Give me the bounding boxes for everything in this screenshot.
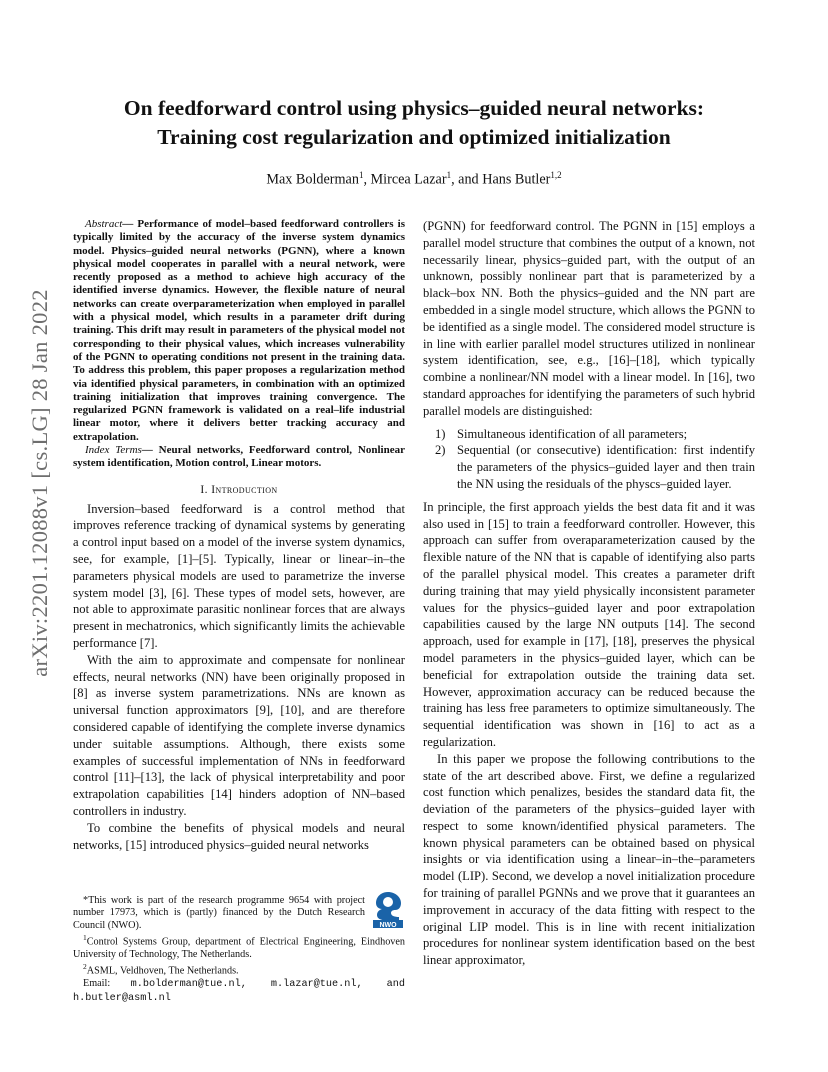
list-item-text: Simultaneous identification of all parameters; [457,426,688,441]
body-paragraph: Inversion–based feedforward is a control method that improves reference tracking of dynamical systems by generating a control input based on a model of the inverse system dynamics, see, for example, [1]–[5]. Typically, linear or linear–in–the parameters physical models are used to parametrize the inverse system model [3], [6]. These types of model sets, however, are not able to approximate parasitic nonlinear forces that are always present in mechatronics, which significantly limits the achievable performance [7]. [73,501,405,651]
abstract-text: Performance of model–based feedforward controllers is typically limited by the accuracy of the inverse system dynamics model. Physics–guided neural networks (PGNN), where a known physical model cooperates in parallel with a neural network, were recently proposed as a method to achieve high accuracy of the identified inverse dynamics. However, the flexible nature of neural networks can create overparameterization when employed in parallel with a physical model, which results in a parameter drift during training. This drift may result in parameters of the physical model not corresponding to their physical values, which increases vulnerability of the PGNN to operating conditions not present in the training data. To address this problem, this paper proposes a regularization method via identified physical parameters, in combination with an optimized training initialization that improves training convergence. The regularized PGNN framework is validated on a real–life industrial linear motor, where it delivers better tracking accuracy and extrapolation. [73,218,406,443]
affiliation-footnote [73,961,405,978]
author-name: Mircea Lazar [370,171,447,188]
abstract-dash: — [122,218,138,230]
author-list [60,170,768,189]
right-column [423,218,755,969]
section-title: Introduction [211,483,278,496]
arxiv-watermark [18,290,62,675]
index-terms-dash: — [141,444,159,457]
list-item [423,442,755,492]
title-line-1: On feedforward control using physics–guided neural networks: [123,96,705,120]
email-label: Email: [83,978,131,990]
author-separator: , and [451,171,483,188]
author-separator: , [363,171,371,188]
body-paragraph: To combine the benefits of physical models and neural networks, [15] introduced physics–guided neural networks [73,820,405,852]
list-item-text: Sequential (or consecutive) identification: first indentify the parameters of the physics–guided layer and then train the NN using the residuals of the physcs–guided layer. [457,443,755,491]
footnote-mark: 1 [83,933,87,943]
body-paragraph: In principle, the first approach yields the best data fit and it was also used in [15] to train a feedforward controller. However, this approach can suffer from overaparameterization caused by the flexible nature of the NN that is capable of identifying also parts of the parallel physical model. This creates a parameter drift during training that may yield physically inconsistent parameter values for the physics–guided layer and poor extrapolation capabilities caused by the large NN outputs [14]. The second approach, used for example in [17], [18], preserves the physical model parameters in the physics–guided layer, which can be beneficial for extrapolation outside the training data set. However, approximation accuracy can be reduced because the training has less free parameters to optimize simultaneously. The sequential identification was shown in [16] to act as a regularization. [423,499,755,749]
affiliation-mark: 1 [446,170,452,180]
footnote-text: Control Systems Group, department of Electrical Engineering, Eindhoven University of Technology, The Netherlands. [73,936,405,961]
title-line-2: Training cost regularization and optimized initialization [157,125,671,149]
list-item [423,426,755,443]
footnotes [73,895,405,1005]
nwo-logo-icon [373,890,403,928]
affiliation-mark: 1,2 [550,170,562,180]
index-terms-label: Index Terms [85,444,142,457]
index-terms [73,444,405,471]
author-name: Max Bolderman [266,171,359,188]
arxiv-identifier: arXiv:2201.12088v1 [cs.LG] 28 Jan 2022 [27,288,52,677]
funding-footnote: *This work is part of the research programme 9654 with project number 17973, which is (partly) financed by the Dutch Research Council (NWO). [73,895,365,931]
numbered-list [423,426,755,493]
footnote-text: ASML, Veldhoven, The Netherlands. [86,965,239,977]
author-name: Hans Butler [482,171,551,188]
body-paragraph: (PGNN) for feedforward control. The PGNN in [15] employs a parallel model structure that combines the output of a known, not necessarily linear, physics–guided part, with the output of an unknown, possibly nonlinear part that is parameterized by a black–box NN. Both the physics–guided and the NN part are embedded in a single model structure, which allows the PGNN to be identified as a single model. The considered model structure is in line with earlier parallel model structures utilized in nonlinear system identification, see, e.g., [16]–[18], which typically combine a nonlinear/NN model with a linear model. In [16], two standard approaches for identifying the parameters of such hybrid parallel models are distinguished: [423,219,755,418]
footnote-mark: 2 [83,962,87,972]
list-number: 2) [435,443,446,458]
affiliation-footnote [73,932,405,961]
affiliation-mark: 1 [358,170,364,180]
abstract-label: Abstract [85,218,123,230]
index-terms-text: Neural networks, Feedforward control, Nonlinear system identification, Motion control, Linear motors. [73,444,405,470]
list-number: 1) [435,426,446,441]
section-heading [73,484,405,496]
body-paragraph: With the aim to approximate and compensate for nonlinear effects, neural networks (NN) have been originally proposed in [8] as inverse system parametrizations. NNs are known as universal function approximators [9], [10], and are therefore considered capable of identifying the complete inverse dynamics under suitable assumptions. Although, there exists some examples of successful implementation of NNs in feedforward control [11]–[13], the lack of physical interpretability and poor extrapolation capabilities [14] hinders adoption of NN–based controllers in industry. [73,652,405,818]
body-paragraph: In this paper we propose the following contributions to the state of the art described above. First, we define a regularized cost function which penalizes, besides the standard data fit, the deviation of the parameters of the physics–guided layer with respect to some known/identified physical parameters. The known physical parameters can be obtained based on physical insights or via identification using a linear–in–the–parameters model (LIP). Second, we develop a novel initialization procedure for training of parallel PGNNs and we prove that it guarantees an improvement in accuracy of the data fitting with respect to the original LIP model. This is in line with recent initialization procedures for nonlinear system identification based on the best linear approximator, [423,751,755,968]
abstract [73,218,405,444]
section-number: I. [200,483,212,496]
nwo-label: NWO [379,921,397,928]
nwo-logo [373,890,403,928]
paper-title [60,94,768,152]
left-column [73,218,405,853]
nwo-swirl-hole [383,897,393,907]
email-addresses: m.bolderman@tue.nl, m.lazar@tue.nl, and h.butler@asml.nl [73,979,405,1004]
email-footnote [73,978,405,1005]
